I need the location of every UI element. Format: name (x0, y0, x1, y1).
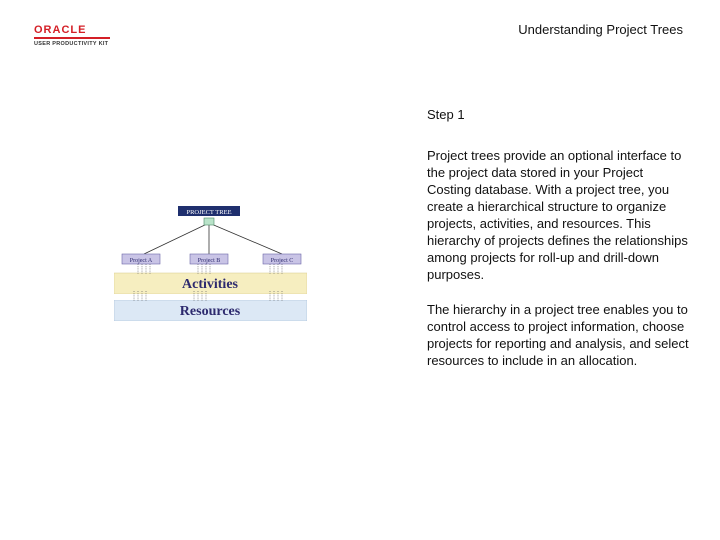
logo-subtitle: USER PRODUCTIVITY KIT (34, 41, 109, 47)
band-gap (114, 294, 307, 300)
root-icon (204, 218, 214, 225)
step-number: Step 1 (427, 107, 465, 122)
resources-label: Resources (179, 304, 241, 319)
paragraph-2: The hierarchy in a project tree enables you to control access to project information, choose projects for reporting and analysis, and select resources to include in an allocation. (427, 302, 689, 368)
logo-brand: ORACLE (34, 24, 87, 36)
paragraph-1: Project trees provide an optional interface to the project data stored in your Project Costing database. With a project tree, you create a hierarchical structure to organize projects, activities, and resources. This hierarchy of projects defines the relationships among projects for roll-up and drill-down purposes. (427, 148, 688, 282)
root-node-label: PROJECT TREE (186, 209, 232, 216)
oracle-upk-logo (34, 24, 134, 47)
project-tree-diagram (114, 200, 307, 321)
project-a-label: Project A (129, 258, 153, 264)
page-title: Understanding Project Trees (518, 22, 683, 37)
activities-label: Activities (182, 277, 238, 292)
step-content (427, 106, 689, 387)
tree-lines (144, 223, 282, 254)
project-c-label: Project C (270, 258, 294, 264)
diagram-svg (114, 200, 307, 321)
project-b-label: Project B (197, 258, 221, 264)
logo-underline (34, 37, 110, 39)
